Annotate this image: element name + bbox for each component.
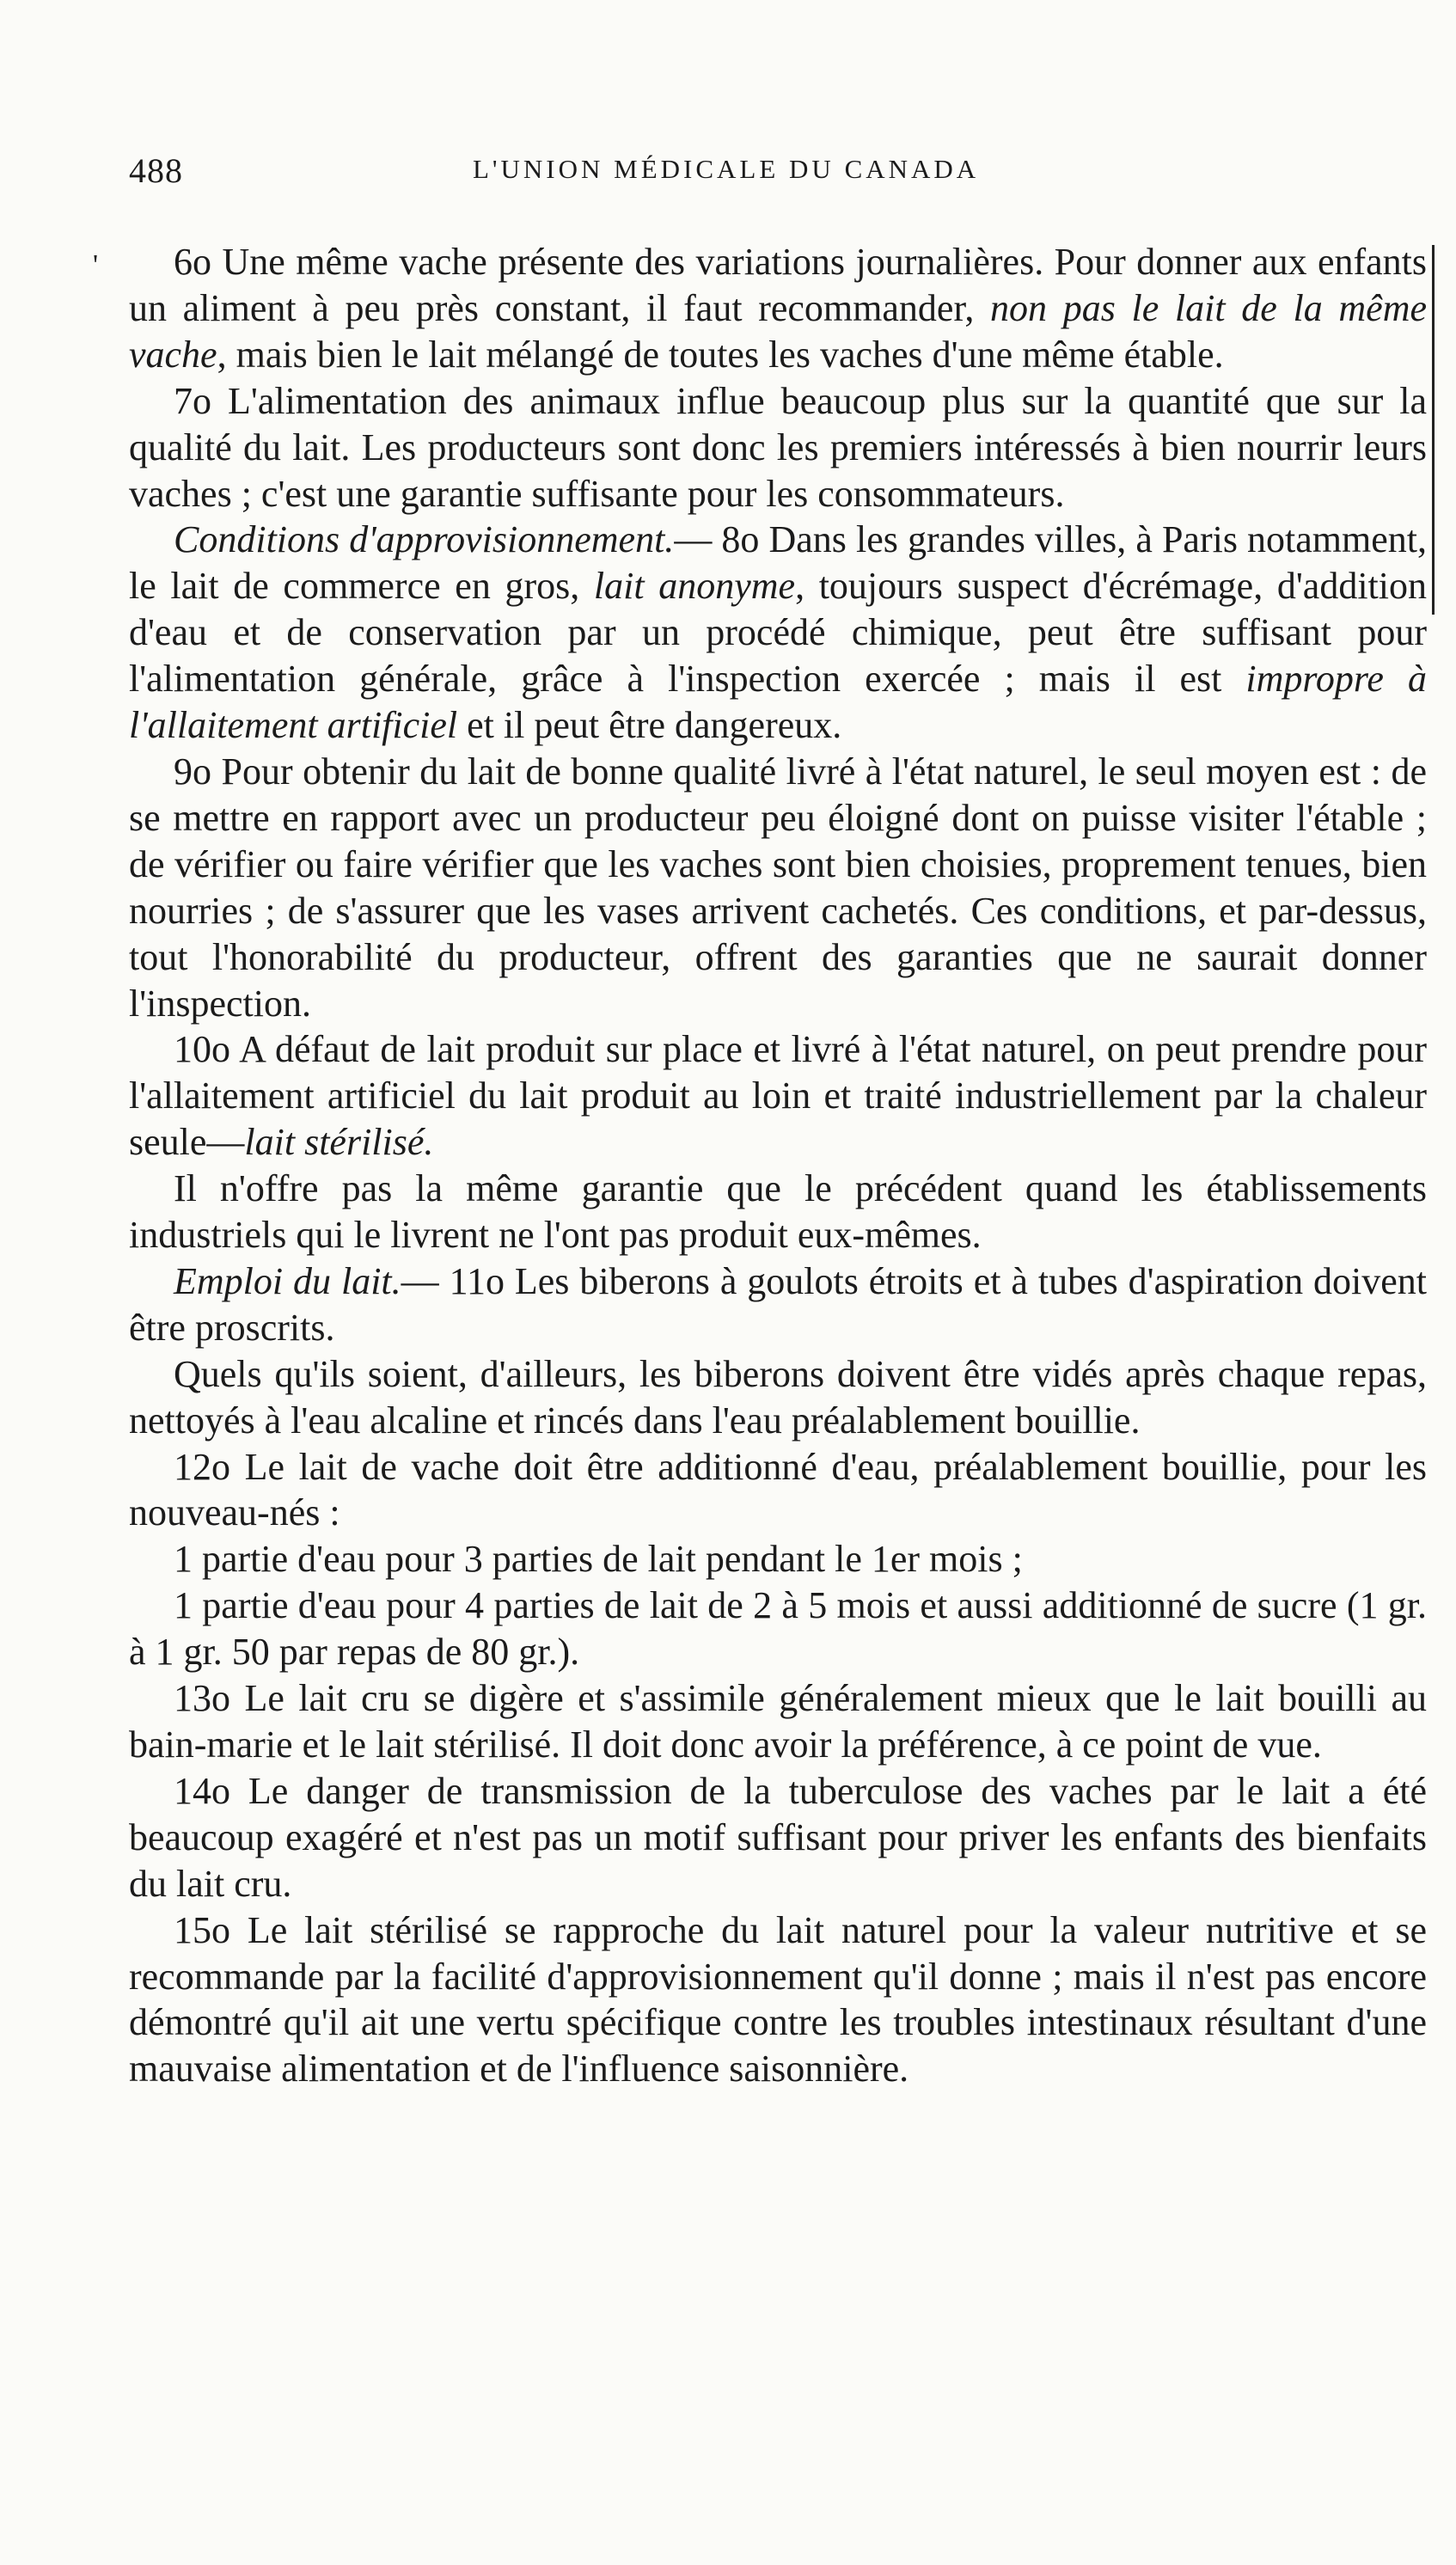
margin-rule [1432, 245, 1435, 615]
paragraph-9: 9o Pour obtenir du lait de bonne qualité livré à l'état naturel, le seul moyen est : de se mettre en rapport avec un producteur peu éloigné dont on puisse visiter l'étable ; de vérifier ou faire vérifier que les vaches sont bien choisies, proprement tenues, bien nourries ; de s'assurer que les vases arrivent cachetés. Ces conditions, et par-dessus, tout l'honorabilité du producteur, offrent des garanties que ne saurait donner l'inspection. [129, 750, 1427, 1025]
paragraph-6-text-end: , mais bien le lait mélangé de toutes les vaches d'une même étable. [217, 333, 1224, 376]
page-header [129, 150, 1074, 202]
paragraph-6-text: 6o Une même vache présente des variations journalières. Pour donner aux enfants un aliment à peu près constant, il faut recommander, [129, 241, 1427, 329]
paragraph-6-emphasis: non pas le lait de la même vache [129, 286, 1427, 376]
paragraph-8-text-end: et il peut être dangereux. [457, 704, 842, 747]
paragraph-8-text-middle: , toujours suspect d'écrémage, d'addition d'eau et de conservation par un procédé chimique, peut être suffisant pour l'alimentation générale, grâce à l'inspection exercée ; mais il est [129, 565, 1427, 701]
margin-mark: ' [93, 249, 99, 281]
paragraph-10-emphasis: lait stérilisé. [244, 1121, 434, 1164]
paragraph-6 [129, 239, 1427, 378]
section-heading-approvisionnement: Conditions d'approvisionnement. [174, 518, 675, 561]
paragraph-15: 15o Le lait stérilisé se rapproche du lait naturel pour la valeur nutritive et se recommande par la facilité d'approvisionnement qu'il donne ; mais il n'est pas encore démontré qu'il ait une vertu spécifique contre les troubles intestinaux résultant d'une mauvaise alimentation et de l'influence saisonnière. [129, 1908, 1427, 2091]
paragraph-7: 7o L'alimentation des animaux influe beaucoup plus sur la quantité que sur la qualité du lait. Les producteurs sont donc les premiers intéressés à bien nourrir leurs vaches ; c'est une garantie suffisante pour les consommateurs. [129, 379, 1427, 515]
paragraph-8-text: — 8o Dans les grandes villes, à Paris notamment, le lait de commerce en gros, [129, 518, 1427, 608]
paragraph-10-text: 10o A défaut de lait produit sur place et livré à l'état naturel, on peut prendre pour l'allaitement artificiel du lait produit au loin et traité industriellement par la chaleur seule— [129, 1028, 1427, 1164]
paragraph-12-item-1: 1 partie d'eau pour 3 parties de lait pendant le 1er mois ; [174, 1538, 1023, 1581]
paragraph-11-text: — 11o Les biberons à goulots étroits et à tubes d'aspiration doivent être proscrits. [129, 1259, 1427, 1349]
body-text [129, 239, 1427, 2092]
paragraph-8-emphasis-impropre: impropre à l'allaitement artificiel [129, 658, 1427, 747]
paragraph-12: 12o Le lait de vache doit être additionné d'eau, préalablement bouillie, pour les nouveau-nés : [129, 1445, 1427, 1534]
paragraph-11b: Quels qu'ils soient, d'ailleurs, les biberons doivent être vidés après chaque repas, nettoyés à l'eau alcaline et rincés dans l'eau préalablement bouillie. [129, 1352, 1427, 1442]
paragraph-14: 14o Le danger de transmission de la tuberculose des vaches par le lait a été beaucoup exagéré et n'est pas un motif suffisant pour priver les enfants des bienfaits du lait cru. [129, 1769, 1427, 1905]
paragraph-11 [129, 1258, 1427, 1351]
paragraph-12-item-2: 1 partie d'eau pour 4 parties de lait de 2 à 5 mois et aussi additionné de sucre (1 gr. à 1 gr. 50 par repas de 80 gr.). [129, 1584, 1427, 1674]
paragraph-8 [129, 517, 1427, 749]
paragraph-13: 13o Le lait cru se digère et s'assimile généralement mieux que le lait bouilli au bain-marie et le lait stérilisé. Il doit donc avoir la préférence, à ce point de vue. [129, 1677, 1427, 1766]
paragraph-10 [129, 1026, 1427, 1166]
section-heading-emploi: Emploi du lait. [174, 1259, 401, 1302]
running-head: L'UNION MÉDICALE DU CANADA [473, 154, 980, 184]
paragraph-10b: Il n'offre pas la même garantie que le précédent quand les établissements industriels qui le livrent ne l'ont pas produit eux-mêmes. [129, 1167, 1427, 1257]
paragraph-8-emphasis-anonyme: lait anonyme [593, 565, 796, 608]
page-number: 488 [129, 151, 183, 190]
